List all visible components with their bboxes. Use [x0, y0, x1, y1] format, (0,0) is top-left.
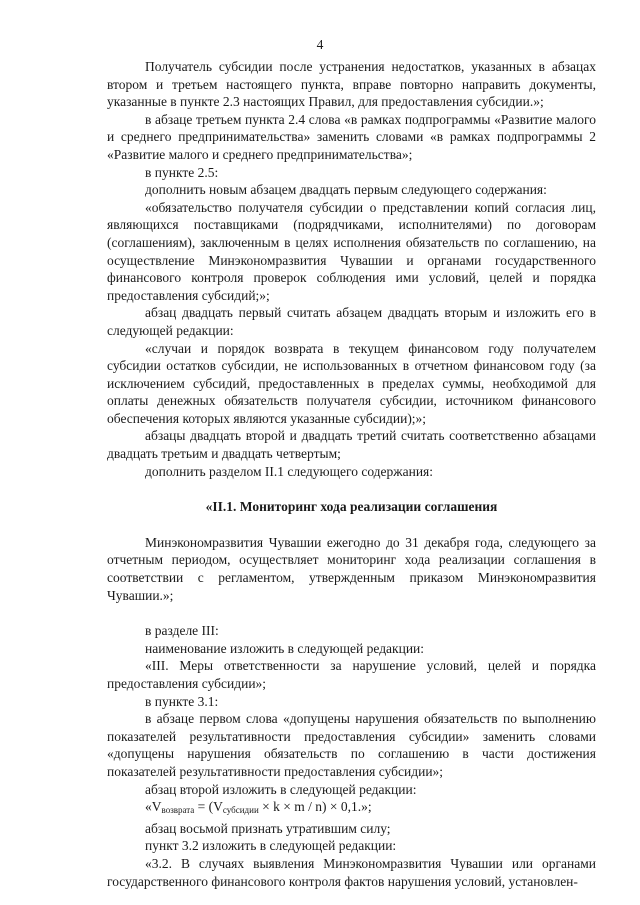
- paragraph-point-2-5: в пункте 2.5:: [145, 164, 219, 180]
- paragraph-3-2-text: «3.2. В случаях выявления Минэкономразвития Чувашии или органами государственного финансового контроля фактов нарушения условий, установлен-: [107, 855, 596, 889]
- paragraph-2-4-amendment: в абзаце третьем пункта 2.4 слова «в рамках подпрограммы «Развитие малого и среднего предпринимательства» заменить словами «в рамках подпрограммы 2 «Развитие малого и среднего предпринимательства»;: [107, 111, 596, 162]
- formula-line: [107, 798, 596, 820]
- formula-open: «V: [145, 799, 162, 815]
- paragraph-renumber-21: абзац двадцать первый считать абзацем двадцать вторым и изложить его в следующей редакции:: [107, 305, 596, 338]
- formula-mid: = (V: [194, 799, 223, 815]
- formula-sub-subsidy: субсидии: [222, 805, 259, 816]
- paragraph-section-iii: в разделе III:: [145, 623, 219, 639]
- formula-sub-return: возврата: [161, 805, 195, 816]
- paragraph-3-1-replace: в абзаце первом слова «допущены нарушения обязательств по выполнению показателей результативности предоставления субсидии» заменить словами «допущены нарушения обязательств по соглашению в части достижения показателей результативности предоставления субсидии»;: [107, 711, 596, 779]
- paragraph-second-edit: абзац второй изложить в следующей редакции:: [145, 781, 417, 797]
- paragraph-monitoring: Минэкономразвития Чувашии ежегодно до 31 декабря года, следующего за отчетным периодом, осуществляет мониторинг хода реализации соглашения в соответствии с регламентом, утвержденным приказом Минэкономразвития Чувашии.»;: [107, 534, 596, 603]
- section-heading: «II.1. Мониторинг хода реализации соглашения: [205, 499, 498, 515]
- paragraph-point-3-2: пункт 3.2 изложить в следующей редакции:: [145, 838, 397, 854]
- formula-rest: × k × m / n) × 0,1.»;: [258, 799, 372, 815]
- paragraph-obligation-consent: «обязательство получателя субсидии о представлении копий согласия лиц, являющихся поставщиками (подрядчиками, исполнителями) по договорам (соглашениям), заключенным в целях исполнения обязательств по соглашению, на осуществление Минэкономразвития Чувашии и органами государственного финансового контроля проверок соблюдения ими условий, целей и порядка предоставления субсидий;»;: [107, 199, 596, 303]
- paragraph-title-edit: наименование изложить в следующей редакции:: [145, 640, 425, 656]
- paragraph-add-21st: дополнить новым абзацем двадцать первым следующего содержания:: [145, 182, 547, 198]
- paragraph-add-section: дополнить разделом II.1 следующего содержания:: [145, 463, 434, 479]
- paragraph-point-3-1: в пункте 3.1:: [145, 693, 219, 709]
- paragraph-renumber-22-23: абзацы двадцать второй и двадцать третий считать соответственно абзацами двадцать третьим и двадцать четвертым;: [107, 428, 596, 462]
- paragraph-return-cases: «случаи и порядок возврата в текущем финансовом году получателем субсидии остатков субсидии, не использованных в отчетном финансовом году (за исключением субсидий, предоставленных в пределах суммы, необходимой для оплаты денежных обязательств получателя субсидии, источником финансового обеспечения которых являются указанные субсидии);»;: [107, 340, 596, 426]
- page-number: 4: [316, 37, 324, 52]
- paragraph-resubmission: Получатель субсидии после устранения недостатков, указанных в абзацах втором и третьем настоящего пункта, вправе повторно направить документы, указанные в пункте 2.3 настоящих Правил, для предоставления субсидии.»;: [107, 59, 596, 110]
- paragraph-section-iii-title: «III. Меры ответственности за нарушение условий, целей и порядка предоставления субсидии»;: [107, 658, 596, 691]
- paragraph-eighth-void: абзац восьмой признать утратившим силу;: [145, 820, 391, 836]
- document-body: [107, 58, 596, 890]
